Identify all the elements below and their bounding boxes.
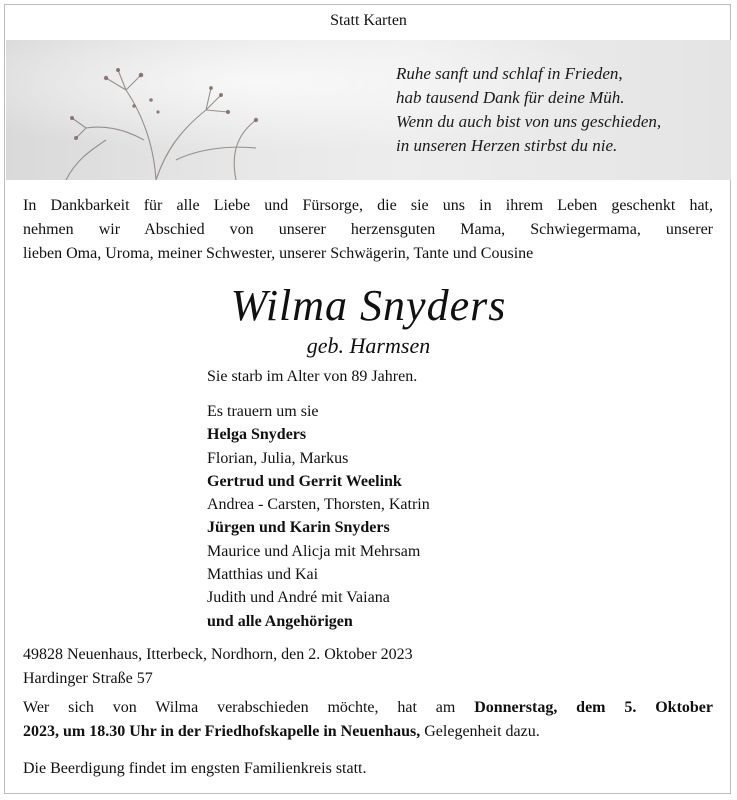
verse-line: hab tausend Dank für deine Müh. — [396, 88, 625, 107]
address-line: Hardinger Straße 57 — [23, 670, 153, 687]
mourner-members: Judith und André mit Vaiana — [207, 589, 390, 607]
place-date — [23, 643, 413, 691]
farewell-line — [23, 696, 713, 720]
farewell-paragraph — [23, 696, 713, 744]
farewell-text: Wer sich von Wilma verabschieden möchte, hat am — [23, 699, 456, 716]
age-statement: Sie starb im Alter von 89 Jahren. — [207, 368, 418, 385]
mourner-group-head: Helga Snyders — [207, 426, 307, 444]
mourner-group-head: Gertrud und Gerrit Weelink — [207, 472, 402, 490]
farewell-time-place: 2023, um 18.30 Uhr in der Friedhofskapelle in Neuenhaus, — [23, 723, 421, 740]
maiden-name: geb. Harmsen — [306, 333, 431, 358]
intro-line: In Dankbarkeit für alle Liebe und Fürsorge, die sie uns in ihrem Leben geschenkt hat, — [23, 197, 713, 214]
farewell-date: Donnerstag, dem 5. Oktober — [474, 699, 713, 716]
burial-note: Die Beerdigung findet im engsten Familienkreis statt. — [23, 760, 367, 777]
mourners-list — [207, 400, 430, 633]
place-line: 49828 Neuenhaus, Itterbeck, Nordhorn, den 2. Oktober 2023 — [23, 646, 413, 663]
verse-poem — [396, 62, 661, 158]
farewell-line — [23, 720, 713, 744]
mourner-members: Matthias und Kai — [207, 566, 319, 584]
mourner-members: Florian, Julia, Markus — [207, 449, 349, 467]
intro-line: nehmen wir Abschied von unserer herzensguten Mama, Schwiegermama, unserer — [23, 221, 713, 238]
mourner-group-head: Jürgen und Karin Snyders — [207, 519, 390, 537]
intro-paragraph — [23, 194, 713, 266]
photo-banner — [6, 40, 731, 180]
mourners-intro: Es trauern um sie — [207, 403, 319, 420]
deceased-name: Wilma Snyders — [230, 281, 507, 330]
mourner-members: Andrea - Carsten, Thorsten, Katrin — [207, 496, 430, 514]
verse-line: in unseren Herzen stirbst du nie. — [396, 136, 618, 155]
mourner-members: Maurice und Alicja mit Mehrsam — [207, 542, 421, 560]
farewell-text: Gelegenheit dazu. — [424, 723, 540, 740]
verse-line: Wenn du auch bist von uns geschieden, — [396, 112, 662, 131]
intro-line: lieben Oma, Uroma, meiner Schwester, unserer Schwägerin, Tante und Cousine — [23, 245, 534, 262]
verse-line: Ruhe sanft und schlaf in Frieden, — [396, 64, 623, 83]
statt-karten-label: Statt Karten — [330, 12, 407, 29]
mourners-closing: und alle Angehörigen — [207, 612, 353, 630]
